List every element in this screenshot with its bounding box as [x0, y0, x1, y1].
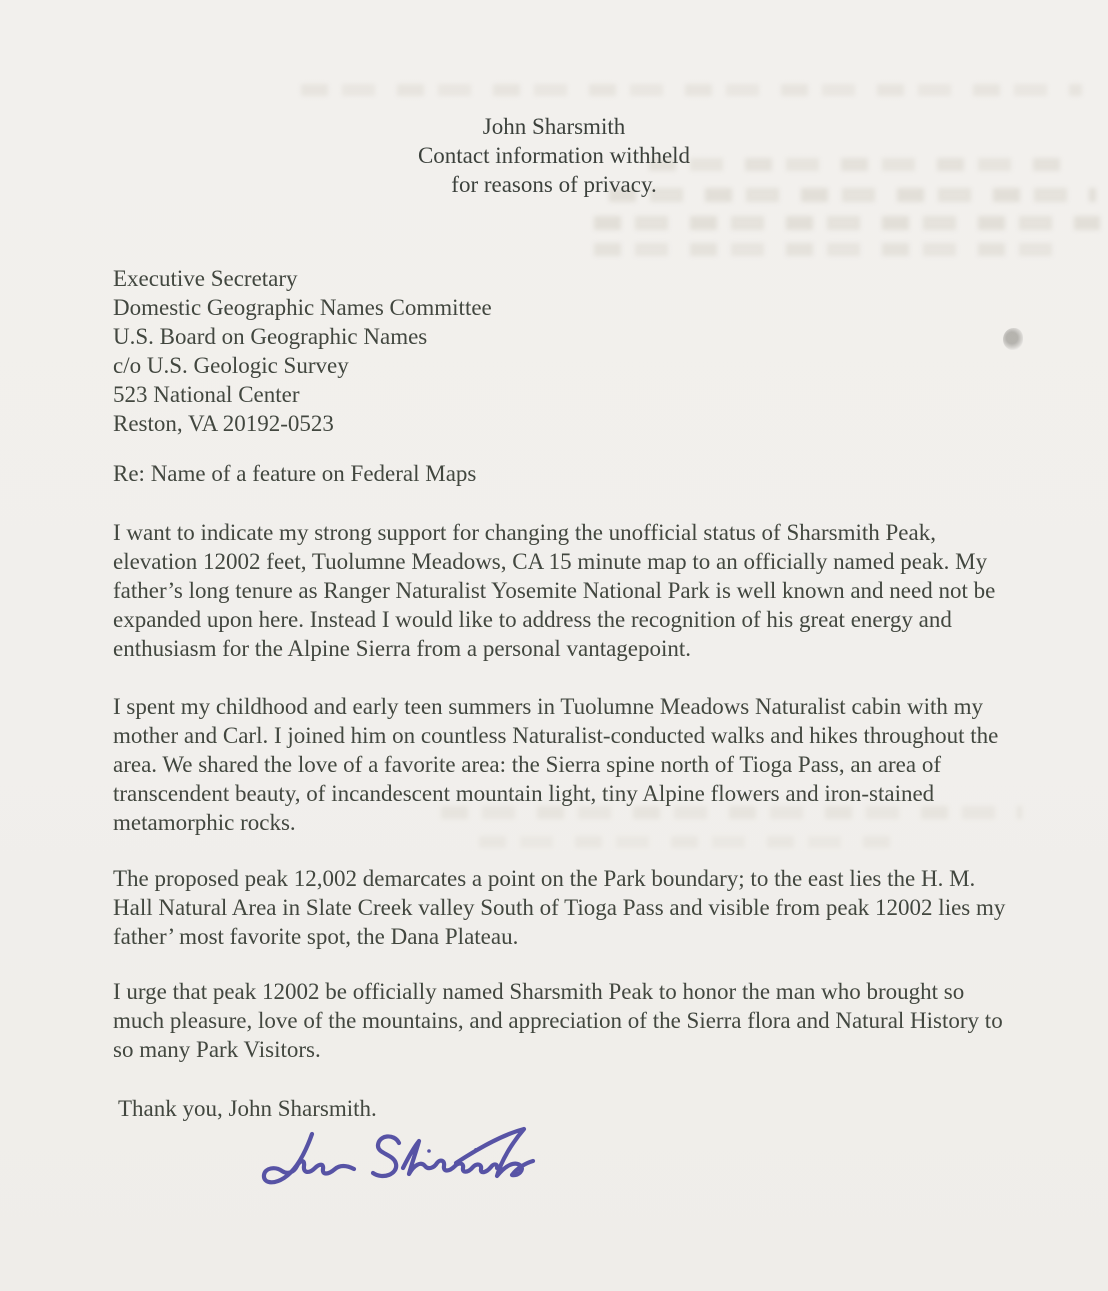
recipient-committee: Domestic Geographic Names Committee — [113, 295, 492, 320]
sender-name: John Sharsmith — [482, 114, 626, 139]
recipient-address-block — [113, 264, 492, 438]
signature-stroke-john — [264, 1134, 354, 1182]
handwritten-signature — [220, 1122, 540, 1202]
sender-privacy-line-2: for reasons of privacy. — [451, 172, 657, 197]
ink-smudge — [1003, 328, 1023, 350]
subject-line: Re: Name of a feature on Federal Maps — [113, 461, 477, 486]
signature-stroke-flourish — [456, 1129, 533, 1176]
signature-stroke-s — [373, 1136, 399, 1176]
sender-block — [0, 112, 1108, 199]
sender-privacy-line-1: Contact information withheld — [417, 143, 691, 168]
body-paragraph-4: I urge that peak 12002 be officially named Sharsmith Peak to honor the man who brought so much pleasure, love of the mountains, and appreciation of the Sierra flora and Natural History to so many Park Visitors. — [113, 979, 1003, 1062]
bleed-through-artifact — [585, 243, 1055, 256]
recipient-board: U.S. Board on Geographic Names — [113, 324, 428, 349]
recipient-city-state-zip: Reston, VA 20192-0523 — [113, 411, 334, 436]
body-paragraph-1: I want to indicate my strong support for changing the unofficial status of Sharsmith Peak, elevation 12002 feet, Tuolumne Meadows, CA 15 minute map to an officially named peak. My father’s long tenure as Ranger Naturalist Yosemite National Park is well known and need not be expanded upon here. Instead I would like to address the recognition of his great energy and enthusiasm for the Alpine Sierra from a personal vantagepoint. — [113, 520, 996, 661]
body-paragraph-2: I spent my childhood and early teen summers in Tuolumne Meadows Naturalist cabin with my mother and Carl. I joined him on countless Naturalist-conducted walks and hikes throughout the area. We shared the love of a favorite area: the Sierra spine north of Tioga Pass, an area of transcendent beauty, of incandescent mountain light, tiny Alpine flowers and iron-stained metamorphic rocks. — [113, 694, 999, 835]
bleed-through-artifact — [470, 836, 890, 848]
signature-i-dot — [474, 1148, 478, 1152]
body-paragraph-3: The proposed peak 12,002 demarcates a point on the Park boundary; to the east lies the H. M. Hall Natural Area in Slate Creek valley South of Tioga Pass and visible from peak 12002 lies my father’ most favorite spot, the Dana Plateau. — [113, 866, 1006, 949]
closing-line: Thank you, John Sharsmith. — [118, 1096, 377, 1121]
recipient-care-of: c/o U.S. Geologic Survey — [113, 353, 349, 378]
signature-i-dot — [427, 1149, 431, 1153]
recipient-title: Executive Secretary — [113, 266, 298, 291]
bleed-through-artifact — [585, 216, 1100, 230]
bleed-through-artifact — [292, 84, 1082, 96]
recipient-street: 523 National Center — [113, 382, 300, 407]
